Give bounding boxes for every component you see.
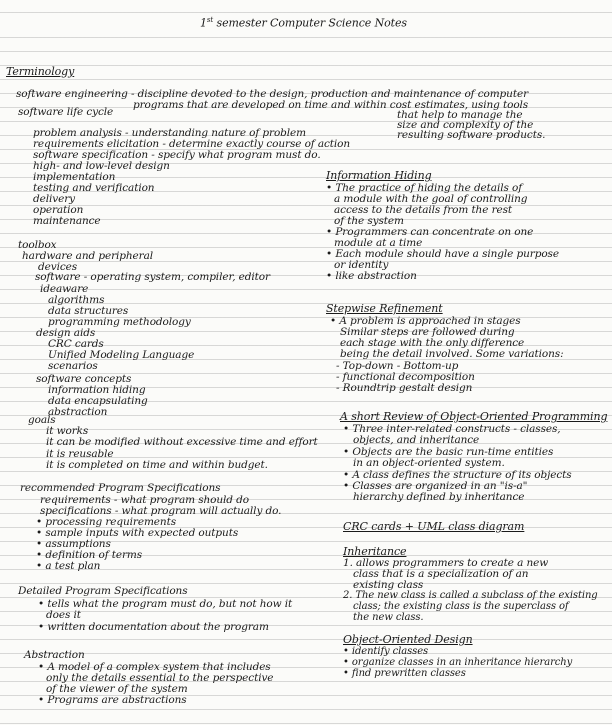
right-note-line: class that is a specialization of an — [353, 568, 529, 580]
left-note-line: software concepts — [36, 373, 132, 385]
right-note-heading: Object-Oriented Design — [343, 633, 473, 646]
left-note-line: toolbox — [18, 239, 57, 251]
right-note-line: • A class defines the structure of its objects — [343, 469, 572, 481]
left-note-line: requirements elicitation - determine exactly course of action — [33, 138, 351, 150]
left-note-line: of the viewer of the system — [46, 683, 188, 695]
left-note-line: software specification - specify what program must do. — [33, 149, 321, 161]
left-note-line: Detailed Program Specifications — [18, 585, 188, 597]
left-note-line: software engineering - discipline devoted to the design, production and maintenance of computer — [16, 88, 528, 100]
left-note-line: • tells what the program must do, but not how it — [38, 598, 293, 610]
right-note-line: • Classes are organized in an "is-a" — [343, 480, 528, 492]
title-superscript: st — [206, 16, 214, 24]
left-note-line: operation — [33, 204, 84, 216]
right-note-line: hierarchy defined by inheritance — [353, 491, 525, 503]
left-note-line: resulting software products. — [397, 129, 546, 141]
page-title — [200, 14, 407, 30]
left-note-line: • processing requirements — [36, 516, 176, 528]
left-note-line: ideaware — [40, 283, 89, 295]
left-note-line: it is completed on time and within budget. — [46, 459, 268, 471]
right-note-line: class; the existing class is the superclass of — [353, 601, 569, 612]
left-note-line: • assumptions — [36, 538, 111, 550]
left-note-line: CRC cards — [48, 338, 104, 350]
left-note-line: • Programs are abstractions — [38, 694, 187, 706]
left-note-line: it is reusable — [46, 448, 114, 460]
left-note-line: size and complexity of the — [397, 119, 534, 131]
right-note-line: access to the details from the rest — [334, 204, 513, 216]
left-note-line: that help to manage the — [397, 109, 523, 121]
left-note-line: problem analysis - understanding nature of problem — [33, 127, 307, 139]
right-note-heading: A short Review of Object-Oriented Programming — [340, 410, 608, 423]
left-note-line: Unified Modeling Language — [48, 349, 195, 361]
left-note-line: maintenance — [33, 215, 101, 227]
right-note-heading: Stepwise Refinement — [326, 302, 443, 315]
left-note-line: it can be modified without excessive time and effort — [46, 436, 318, 448]
right-note-line: • Three inter-related constructs - classes, — [343, 423, 561, 435]
left-note-heading: Terminology — [6, 65, 75, 78]
left-note-line: data encapsulating — [48, 395, 148, 407]
left-note-line: devices — [38, 261, 78, 273]
right-note-line: • like abstraction — [326, 270, 417, 282]
right-note-line: existing class — [353, 579, 424, 591]
right-note-line: in an object-oriented system. — [353, 457, 505, 469]
right-note-line: • find prewritten classes — [343, 668, 466, 679]
left-note-line: design aids — [36, 327, 96, 339]
left-note-line: implementation — [33, 171, 116, 183]
right-note-line: or identity — [334, 259, 389, 271]
title-number: 1 — [200, 16, 207, 30]
right-note-line: • The practice of hiding the details of — [326, 182, 523, 194]
title-text: semester Computer Science Notes — [213, 16, 407, 30]
right-note-heading: CRC cards + UML class diagram — [343, 520, 525, 533]
left-note-line: Abstraction — [24, 649, 85, 661]
right-note-line: a module with the goal of controlling — [334, 193, 528, 205]
left-note-line: hardware and peripheral — [22, 250, 154, 262]
right-note-line: Similar steps are followed during — [340, 326, 515, 338]
left-note-line: • written documentation about the program — [38, 621, 269, 633]
left-note-line: • a test plan — [36, 560, 101, 572]
left-note-line: delivery — [33, 193, 75, 205]
right-note-line: - Roundtrip gestalt design — [336, 382, 473, 394]
left-note-line: algorithms — [48, 294, 105, 306]
left-note-line: it works — [46, 425, 89, 437]
right-note-line: • A problem is approached in stages — [330, 315, 521, 327]
right-note-heading: Inheritance — [343, 545, 407, 558]
left-note-line: testing and verification — [33, 182, 155, 194]
right-note-line: • identify classes — [343, 646, 429, 657]
left-note-line: programming methodology — [48, 316, 191, 328]
left-note-line: information hiding — [48, 384, 146, 396]
left-note-line: software life cycle — [18, 106, 114, 118]
right-note-line: the new class. — [353, 612, 424, 623]
left-note-line: abstraction — [48, 406, 108, 418]
right-note-line: • Each module should have a single purpose — [326, 248, 559, 260]
left-note-line: does it — [46, 609, 81, 621]
right-note-line: - Top-down - Bottom-up — [336, 360, 459, 372]
right-note-line: 1. allows programmers to create a new — [343, 557, 549, 569]
right-note-line: • Programmers can concentrate on one — [326, 226, 534, 238]
right-note-line: • Objects are the basic run-time entities — [343, 446, 554, 458]
left-note-line: recommended Program Specifications — [20, 482, 221, 494]
left-note-line: • definition of terms — [36, 549, 143, 561]
right-note-line: of the system — [334, 215, 404, 227]
right-note-line: 2. The new class is called a subclass of the existing — [343, 590, 598, 601]
left-note-line: requirements - what program should do — [40, 494, 249, 506]
right-note-heading: Information Hiding — [326, 169, 432, 182]
left-note-line: goals — [28, 414, 56, 426]
right-note-line: each stage with the only difference — [340, 337, 525, 349]
left-note-line: • A model of a complex system that includes — [38, 661, 271, 673]
left-note-line: • sample inputs with expected outputs — [36, 527, 239, 539]
right-note-line: objects, and inheritance — [353, 434, 480, 446]
right-note-line: being the detail involved. Some variations: — [340, 348, 564, 360]
left-note-line: programs that are developed on time and within cost estimates, using tools — [133, 99, 529, 111]
left-note-line: specifications - what program will actually do. — [40, 505, 282, 517]
left-note-line: data structures — [48, 305, 129, 317]
right-note-line: • organize classes in an inheritance hierarchy — [343, 657, 573, 668]
left-note-line: software - operating system, compiler, editor — [35, 271, 270, 283]
left-note-line: high- and low-level design — [33, 160, 170, 172]
right-note-line: module at a time — [334, 237, 423, 249]
left-note-line: scenarios — [48, 360, 98, 372]
left-note-line: only the details essential to the perspective — [46, 672, 274, 684]
right-note-line: - functional decomposition — [336, 371, 475, 383]
